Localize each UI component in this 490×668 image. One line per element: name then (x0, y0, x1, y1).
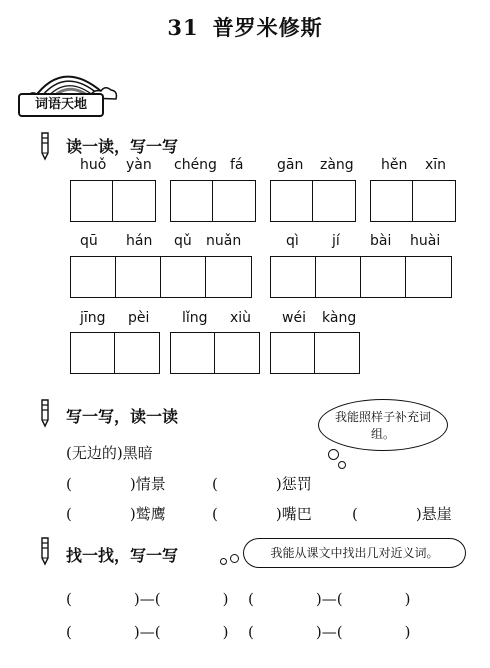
pinyin-label: xiù (230, 310, 252, 326)
pinyin-label: zàng (320, 157, 354, 173)
pinyin-label: chéng (174, 157, 217, 173)
phrase-word: 惩罚 (281, 475, 312, 493)
writing-cell[interactable] (71, 181, 113, 221)
bubble-dot (328, 449, 339, 460)
pencil-icon (38, 131, 52, 161)
writing-cell[interactable] (271, 257, 316, 297)
bubble-dot (230, 554, 239, 563)
bubble-dot (338, 461, 346, 469)
pinyin-label: qū (80, 233, 98, 249)
synonym-pair: ( )—( ) (248, 590, 411, 608)
pinyin-label: yàn (126, 157, 152, 173)
writing-cell[interactable] (406, 257, 451, 297)
pinyin-label: qì (286, 233, 299, 249)
bubble-dot (220, 558, 227, 565)
phrase-word: 悬崖 (421, 505, 452, 523)
speech-bubble: 我能照样子补充词组。 (318, 399, 448, 451)
lesson-number: 31 (167, 15, 199, 40)
pinyin-label: huài (410, 233, 441, 249)
pinyin-label: lǐng (182, 310, 208, 326)
pinyin-label: gān (277, 157, 304, 173)
writing-cell[interactable] (316, 257, 361, 297)
writing-grid (270, 332, 360, 374)
phrase-word: 情景 (135, 475, 166, 493)
synonym-pair: ( )—( ) (66, 590, 229, 608)
pinyin-label: jí (332, 233, 340, 249)
writing-cell[interactable] (206, 257, 251, 297)
blank-phrase: ( )情景 (66, 475, 166, 493)
writing-cell[interactable] (371, 181, 413, 221)
pinyin-label: nuǎn (206, 233, 242, 249)
writing-cell[interactable] (271, 181, 313, 221)
writing-cell[interactable] (213, 181, 255, 221)
speech-bubble: 我能从课文中找出几对近义词。 (243, 538, 466, 568)
writing-grid (270, 256, 452, 298)
writing-cell[interactable] (161, 257, 206, 297)
writing-grid (70, 180, 156, 222)
writing-cell[interactable] (171, 181, 213, 221)
pinyin-label: jīng (80, 310, 106, 326)
writing-cell[interactable] (71, 333, 115, 373)
pinyin-label: kàng (322, 310, 357, 326)
pencil-icon (38, 536, 52, 566)
writing-cell[interactable] (313, 181, 355, 221)
section1-title: 读一读，写一写 (66, 137, 179, 156)
pinyin-label: huǒ (80, 157, 107, 173)
writing-cell[interactable] (271, 333, 315, 373)
pinyin-label: bài (370, 233, 392, 249)
writing-cell[interactable] (413, 181, 455, 221)
pinyin-label: xīn (425, 157, 447, 173)
pinyin-label: fá (230, 157, 244, 173)
writing-grid (370, 180, 456, 222)
writing-cell[interactable] (115, 333, 159, 373)
page-title (0, 12, 490, 42)
blank-phrase: ( )惩罚 (212, 475, 312, 493)
synonym-pair: ( )—( ) (66, 623, 229, 641)
writing-cell[interactable] (361, 257, 406, 297)
pinyin-label: pèi (128, 310, 150, 326)
blank-phrase: ( )悬崖 (352, 505, 452, 523)
lesson-title: 普罗米修斯 (212, 15, 323, 40)
blank-phrase: ( )嘴巴 (212, 505, 312, 523)
pencil-icon (38, 398, 52, 428)
writing-cell[interactable] (71, 257, 116, 297)
writing-cell[interactable] (116, 257, 161, 297)
writing-cell[interactable] (113, 181, 155, 221)
writing-grid (270, 180, 356, 222)
blank-phrase: ( )鹫鹰 (66, 505, 166, 523)
writing-grid (170, 332, 260, 374)
section3-title: 找一找，写一写 (66, 546, 179, 565)
writing-cell[interactable] (315, 333, 359, 373)
section2-title: 写一写，读一读 (66, 407, 179, 426)
writing-cell[interactable] (171, 333, 215, 373)
pinyin-label: hěn (381, 157, 408, 173)
writing-grid (70, 332, 160, 374)
phrase-word: 嘴巴 (281, 505, 312, 523)
writing-grid (170, 180, 256, 222)
synonym-pair: ( )—( ) (248, 623, 411, 641)
section-badge: 词语天地 (18, 93, 104, 117)
pinyin-label: wéi (282, 310, 306, 326)
example-phrase: (无边的)黑暗 (66, 444, 153, 462)
writing-grid (70, 256, 252, 298)
pinyin-label: qǔ (174, 233, 192, 249)
phrase-word: 鹫鹰 (135, 505, 166, 523)
writing-cell[interactable] (215, 333, 259, 373)
pinyin-label: hán (126, 233, 153, 249)
